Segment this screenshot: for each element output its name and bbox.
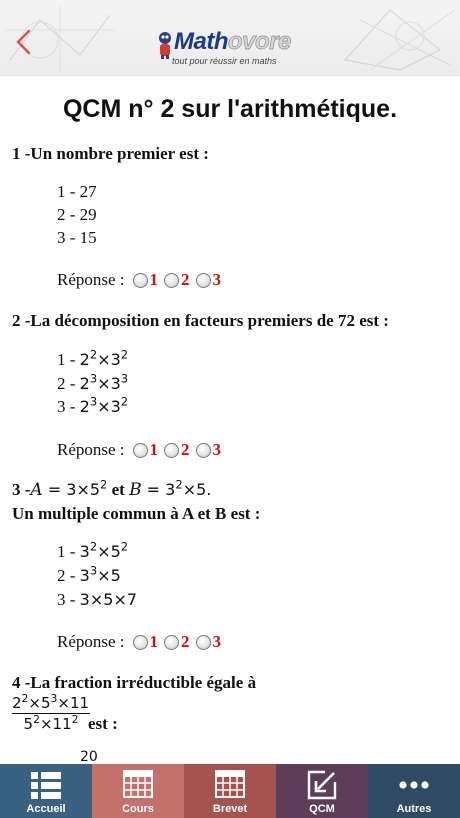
back-button[interactable]	[12, 28, 38, 58]
choice-number: 2	[181, 632, 190, 651]
tab-brevet[interactable]	[184, 764, 276, 818]
question-1-radio-3[interactable]	[196, 273, 211, 288]
question-1-answer-row	[57, 270, 223, 290]
grid-list-icon	[30, 770, 62, 802]
tab-cours[interactable]	[92, 764, 184, 818]
question-2-option-1: $1 - 2^2\times 3^2$	[57, 347, 129, 369]
tab-label: QCM	[309, 803, 335, 815]
tab-autres[interactable]	[368, 764, 460, 818]
question-1-radio-2[interactable]	[164, 273, 179, 288]
question-4-prompt: 4 -La fraction irréductible égale à	[12, 673, 257, 692]
question-3-option-1: $1 - 3^2\times 5^2$	[57, 539, 129, 561]
question-4-option-partial: 20	[80, 749, 98, 764]
app-header	[0, 0, 460, 76]
question-2-prompt: 2 -La décomposition en facteurs premiers de 72 est :	[12, 311, 389, 330]
answer-label: Réponse :	[57, 270, 125, 289]
question-4-fraction	[12, 694, 90, 733]
choice-number: 3	[212, 270, 222, 289]
answer-label: Réponse :	[57, 440, 125, 459]
question-4-suffix: est :	[88, 714, 118, 733]
choice-number: 1	[149, 632, 159, 651]
chevron-left-icon	[12, 28, 34, 56]
choice-number: 2	[181, 440, 190, 459]
question-1-prompt: 1 -Un nombre premier est :	[12, 144, 209, 163]
question-3-radio-2[interactable]	[164, 635, 179, 650]
question-1-option-1: 1 - 27	[57, 182, 97, 201]
qcm-content[interactable]	[0, 76, 460, 764]
tab-label: Brevet	[212, 803, 248, 815]
table-icon	[123, 770, 153, 798]
checkbox-arrow-icon	[307, 770, 337, 800]
answer-label: Réponse :	[57, 632, 125, 651]
question-2-option-3: $3 - 2^3\times 3^2$	[57, 394, 129, 416]
tab-accueil[interactable]	[0, 764, 92, 818]
bottom-tab-bar	[0, 764, 460, 818]
question-3-prompt-line2: Un multiple commun à A et B est :	[12, 504, 261, 523]
tab-qcm[interactable]	[276, 764, 368, 818]
choice-number: 1	[149, 440, 159, 459]
question-2-radio-2[interactable]	[164, 443, 179, 458]
logo-wordmark: Mathovore	[174, 28, 291, 55]
more-dots-icon	[398, 770, 430, 800]
question-2-radio-1[interactable]	[133, 443, 148, 458]
question-1-option-3: 3 - 15	[57, 228, 97, 247]
question-3-radio-3[interactable]	[196, 635, 211, 650]
choice-number: 3	[212, 632, 222, 651]
question-3-option-2: $2 - 3^3\times 5$	[57, 563, 121, 585]
question-2-option-2: $2 - 2^3\times 3^3$	[57, 371, 129, 393]
page-title: QCM n° 2 sur l'arithmétique.	[62, 95, 398, 123]
question-1-option-2: 2 - 29	[57, 205, 97, 224]
table-icon	[215, 770, 245, 798]
question-3-radio-1[interactable]	[133, 635, 148, 650]
choice-number: 1	[149, 270, 159, 289]
question-3-answer-row	[57, 632, 223, 652]
fraction-numerator: $2^2\times 5^3\times 11$	[12, 692, 90, 712]
tab-label: Autres	[396, 803, 432, 815]
choice-number: 3	[212, 440, 222, 459]
fraction-denominator: $5^2\times 11^2$	[23, 713, 79, 733]
question-2-answer-row	[57, 440, 223, 460]
question-3-option-3: 3 - 3×5×7	[57, 590, 138, 609]
math-sketch-decoration	[340, 0, 460, 76]
logo-tagline: tout pour réussir en maths	[172, 56, 277, 66]
tab-label: Cours	[122, 803, 154, 815]
question-3-prompt: 3 $-A = 3\times 5^2$ et $B = 3^2\times 5$.	[12, 477, 212, 500]
tab-label: Accueil	[26, 803, 66, 815]
question-1-radio-1[interactable]	[133, 273, 148, 288]
choice-number: 2	[181, 270, 190, 289]
mathovore-logo[interactable]	[152, 28, 308, 72]
question-2-radio-3[interactable]	[196, 443, 211, 458]
